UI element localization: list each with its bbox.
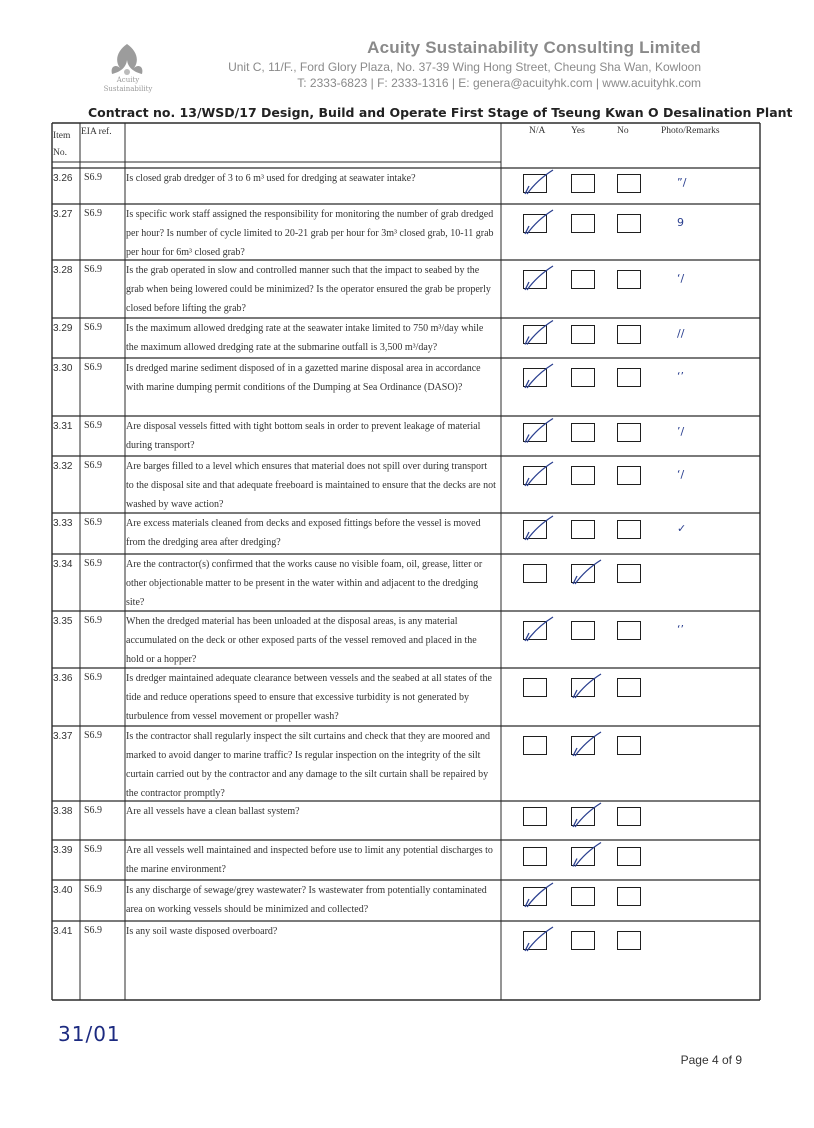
- row-remark: ‘/: [677, 272, 685, 285]
- row-eia-ref: S6.9: [84, 208, 103, 219]
- row-question: Are all vessels have a clean ballast system?: [126, 806, 300, 817]
- checkbox-yes[interactable]: [571, 325, 595, 344]
- row-question: Is specific work staff assigned the responsibility for monitoring the number of grab dredged per hour? Is number of cycle limited to 20-21 grab per hour for 3m³ closed grab, 10-11 grab per hour for 6m³ closed grab?: [126, 209, 494, 258]
- checkbox-no[interactable]: [617, 931, 641, 950]
- row-item-no: 3.39: [53, 845, 73, 856]
- row-question: Are the contractor(s) confirmed that the works cause no visible foam, oil, grease, litter or other objectionable matter to be present in the water within and adjacent to the dredging site?: [126, 559, 483, 608]
- row-item-no: 3.32: [53, 461, 73, 472]
- checkbox-no[interactable]: [617, 564, 641, 583]
- checkbox-no[interactable]: [617, 520, 641, 539]
- checkbox-yes[interactable]: [571, 736, 595, 755]
- row-eia-ref: S6.9: [84, 884, 103, 895]
- row-question: Is dredger maintained adequate clearance between vessels and the seabed at all states of the tide and reduce operations speed to ensure that excessive turbidity is not generated by turbulence from vessel movement or propeller wash?: [126, 673, 492, 722]
- row-item-no: 3.37: [53, 731, 73, 742]
- checklist-table: [51, 122, 761, 1002]
- row-question: Is the grab operated in slow and controlled manner such that the impact to seabed by the grab when being lowered could be minimized? Is the operator ensured the grab be properly closed before lifting the grab?: [126, 265, 491, 314]
- checkbox-yes[interactable]: [571, 466, 595, 485]
- row-remark: ’/: [677, 424, 685, 438]
- row-question: When the dredged material has been unloaded at the disposal areas, is any material accumulated on the deck or other exposed parts of the vessel removed and placed in the hold or a hopper?: [126, 616, 477, 665]
- checkbox-no[interactable]: [617, 736, 641, 755]
- row-eia-ref: S6.9: [84, 925, 103, 936]
- checkbox-na[interactable]: [523, 887, 547, 906]
- checkbox-na[interactable]: [523, 423, 547, 442]
- checkbox-yes[interactable]: [571, 847, 595, 866]
- address-line: Unit C, 11/F., Ford Glory Plaza, No. 37-39 Wing Hong Street, Cheung Sha Wan, Kowloon: [228, 60, 701, 74]
- row-question: Are disposal vessels fitted with tight bottom seals in order to prevent leakage of material during transport?: [126, 421, 481, 451]
- row-item-no: 3.36: [53, 673, 73, 684]
- row-eia-ref: S6.9: [84, 172, 103, 183]
- row-question: Is the contractor shall regularly inspect the silt curtains and check that they are moored and marked to avoid danger to marine traffic? Is regular inspection on the integrity of the silt curtain carried out by the contractor and any damage to the silt curtain shall be repaired by the contractor promptly?: [126, 731, 491, 799]
- checkbox-na[interactable]: [523, 325, 547, 344]
- row-item-no: 3.28: [53, 265, 73, 276]
- row-question: Are excess materials cleaned from decks and exposed fittings before the vessel is moved from the dredging area after dredging?: [126, 518, 481, 548]
- row-remark: ✓: [677, 522, 687, 535]
- header-no: No: [617, 126, 629, 136]
- checkbox-yes[interactable]: [571, 807, 595, 826]
- contract-title: Contract no. 13/WSD/17 Design, Build and Operate First Stage of Tseung Kwan O Desalination Plant: [88, 105, 793, 120]
- row-question: Are all vessels well maintained and inspected before use to limit any potential discharges to the marine environment?: [126, 845, 493, 875]
- page-number: Page 4 of 9: [680, 1053, 742, 1067]
- row-item-no: 3.38: [53, 806, 73, 817]
- row-remark: ‘’: [677, 623, 684, 636]
- checkbox-yes[interactable]: [571, 368, 595, 387]
- row-eia-ref: S6.9: [84, 322, 103, 333]
- row-eia-ref: S6.9: [84, 517, 103, 528]
- checkbox-na[interactable]: [523, 621, 547, 640]
- row-item-no: 3.41: [53, 926, 73, 937]
- header-item-no: Item No.: [53, 131, 71, 158]
- checkbox-na[interactable]: [523, 174, 547, 193]
- checkbox-yes[interactable]: [571, 621, 595, 640]
- checkbox-na[interactable]: [523, 931, 547, 950]
- row-item-no: 3.33: [53, 518, 73, 529]
- header-remarks: Photo/Remarks: [661, 126, 720, 136]
- row-item-no: 3.30: [53, 363, 73, 374]
- checkbox-no[interactable]: [617, 423, 641, 442]
- row-eia-ref: S6.9: [84, 460, 103, 471]
- row-eia-ref: S6.9: [84, 362, 103, 373]
- header-yes: Yes: [571, 126, 585, 136]
- row-item-no: 3.31: [53, 421, 73, 432]
- checkbox-na[interactable]: [523, 466, 547, 485]
- row-remark: ‘’: [677, 370, 684, 383]
- checkbox-na[interactable]: [523, 736, 547, 755]
- checkbox-no[interactable]: [617, 466, 641, 485]
- checkbox-yes[interactable]: [571, 931, 595, 950]
- checkbox-yes[interactable]: [571, 887, 595, 906]
- checkbox-no[interactable]: [617, 887, 641, 906]
- company-name: Acuity Sustainability Consulting Limited: [367, 38, 701, 57]
- checkbox-yes[interactable]: [571, 214, 595, 233]
- checkbox-no[interactable]: [617, 325, 641, 344]
- header-na: N/A: [529, 126, 546, 136]
- checkbox-na[interactable]: [523, 678, 547, 697]
- checkbox-yes[interactable]: [571, 520, 595, 539]
- row-question: Is any discharge of sewage/grey wastewater? Is wastewater from potentially contaminated area on working vessels should be minimized and collected?: [126, 885, 487, 915]
- checkbox-no[interactable]: [617, 678, 641, 697]
- row-remark: ”/: [677, 176, 687, 189]
- checkbox-yes[interactable]: [571, 270, 595, 289]
- row-eia-ref: S6.9: [84, 672, 103, 683]
- row-remark: ‘/: [677, 468, 685, 481]
- row-remark: //: [677, 326, 685, 340]
- checkbox-na[interactable]: [523, 807, 547, 826]
- contact-line: T: 2333-6823 | F: 2333-1316 | E: genera@acuityhk.com | www.acuityhk.com: [297, 76, 701, 90]
- checkbox-na[interactable]: [523, 520, 547, 539]
- checkbox-na[interactable]: [523, 368, 547, 387]
- checkbox-yes[interactable]: [571, 423, 595, 442]
- row-eia-ref: S6.9: [84, 844, 103, 855]
- row-question: Is the maximum allowed dredging rate at the seawater intake limited to 750 m³/day while the maximum allowed dredging rate at the submarine outfall is 3,500 m³/day?: [126, 323, 484, 353]
- checkbox-yes[interactable]: [571, 564, 595, 583]
- checkbox-no[interactable]: [617, 807, 641, 826]
- checkbox-no[interactable]: [617, 368, 641, 387]
- row-question: Is dredged marine sediment disposed of in a gazetted marine disposal area in accordance with marine dumping permit conditions of the Dumping at Sea Ordinance (DASO)?: [126, 363, 481, 393]
- row-item-no: 3.34: [53, 559, 73, 570]
- logo-text: Acuity Sustainability: [103, 76, 153, 93]
- checkbox-yes[interactable]: [571, 678, 595, 697]
- row-eia-ref: S6.9: [84, 558, 103, 569]
- checkbox-no[interactable]: [617, 214, 641, 233]
- row-item-no: 3.26: [53, 173, 73, 184]
- checkbox-na[interactable]: [523, 214, 547, 233]
- row-eia-ref: S6.9: [84, 615, 103, 626]
- checkbox-na[interactable]: [523, 847, 547, 866]
- row-eia-ref: S6.9: [84, 420, 103, 431]
- checkbox-na[interactable]: [523, 564, 547, 583]
- checkbox-no[interactable]: [617, 174, 641, 193]
- row-question: Are barges filled to a level which ensures that material does not spill over during transport to the disposal site and that adequate freeboard is maintained to ensure that the decks are not washed by wave action?: [126, 461, 496, 510]
- row-eia-ref: S6.9: [84, 805, 103, 816]
- checkbox-no[interactable]: [617, 621, 641, 640]
- checkbox-yes[interactable]: [571, 174, 595, 193]
- header-eia-ref: EIA ref.: [81, 127, 112, 137]
- checkbox-no[interactable]: [617, 847, 641, 866]
- row-item-no: 3.35: [53, 616, 73, 627]
- row-eia-ref: S6.9: [84, 730, 103, 741]
- row-question: Is closed grab dredger of 3 to 6 m³ used for dredging at seawater intake?: [126, 173, 416, 184]
- handwritten-date: 31/01: [58, 1022, 121, 1046]
- row-question: Is any soil waste disposed overboard?: [126, 926, 278, 937]
- row-item-no: 3.29: [53, 323, 73, 334]
- checkbox-na[interactable]: [523, 270, 547, 289]
- row-remark: 9: [677, 216, 684, 229]
- row-item-no: 3.40: [53, 885, 73, 896]
- row-item-no: 3.27: [53, 209, 73, 220]
- row-eia-ref: S6.9: [84, 264, 103, 275]
- checkbox-no[interactable]: [617, 270, 641, 289]
- company-address: [228, 59, 701, 91]
